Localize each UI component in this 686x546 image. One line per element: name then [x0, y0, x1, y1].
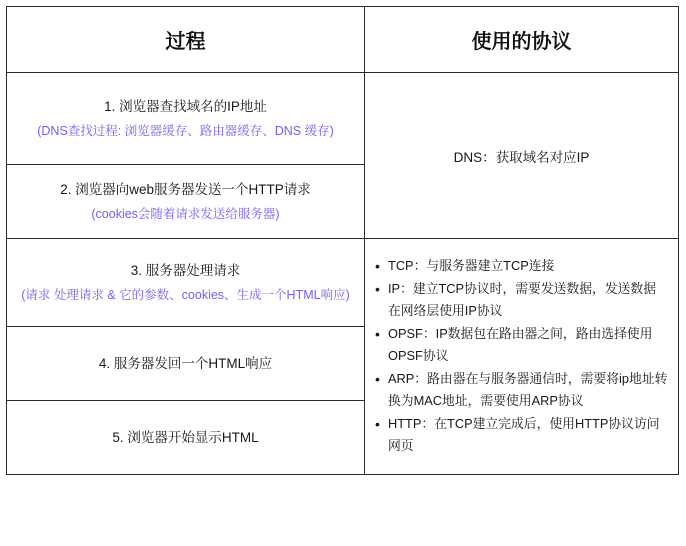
process-step-4: [7, 327, 365, 401]
column-header-protocol: 使用的协议: [365, 7, 679, 73]
process-step-5-main: 5. 浏览器开始显示HTML: [112, 429, 259, 445]
table-row: [7, 73, 679, 165]
process-step-3-main: 3. 服务器处理请求: [130, 263, 241, 279]
process-step-2-sub: (cookies会随着请求发送给服务器): [91, 206, 280, 221]
protocol-item-opsf: • OPSF：IP数据包在路由器之间，路由选择使用OPSF协议: [375, 323, 668, 367]
process-step-1-sub: (DNS查找过程: 浏览器缓存、路由器缓存、DNS 缓存): [37, 123, 334, 138]
process-step-2: [7, 165, 365, 239]
protocol-item-ip: • IP：建立TCP协议时，需要发送数据，发送数据在网络层使用IP协议: [375, 278, 668, 322]
process-step-2-main: 2. 浏览器向web服务器发送一个HTTP请求: [60, 182, 311, 198]
process-step-3-sub: (请求 处理请求 & 它的参数、cookies、生成一个HTML响应): [21, 287, 350, 302]
protocol-list-cell: [365, 239, 679, 475]
protocol-dns-cell: DNS：获取域名对应IP: [365, 73, 679, 239]
column-header-process: 过程: [7, 7, 365, 73]
protocol-item-http: • HTTP：在TCP建立完成后，使用HTTP协议访问网页: [375, 413, 668, 457]
table-header-row: [7, 7, 679, 73]
protocol-list: [375, 255, 668, 457]
protocol-item-tcp: • TCP：与服务器建立TCP连接: [375, 255, 668, 277]
protocol-process-table-container: [6, 6, 678, 540]
process-step-5: [7, 401, 365, 475]
protocol-process-table: [6, 6, 679, 475]
table-row: [7, 239, 679, 327]
process-step-4-main: 4. 服务器发回一个HTML响应: [98, 355, 273, 371]
process-step-3: [7, 239, 365, 327]
process-step-1-main: 1. 浏览器查找域名的IP地址: [104, 99, 267, 115]
protocol-item-arp: • ARP：路由器在与服务器通信时，需要将ip地址转换为MAC地址，需要使用ARP协议: [375, 368, 668, 412]
process-step-1: [7, 73, 365, 165]
